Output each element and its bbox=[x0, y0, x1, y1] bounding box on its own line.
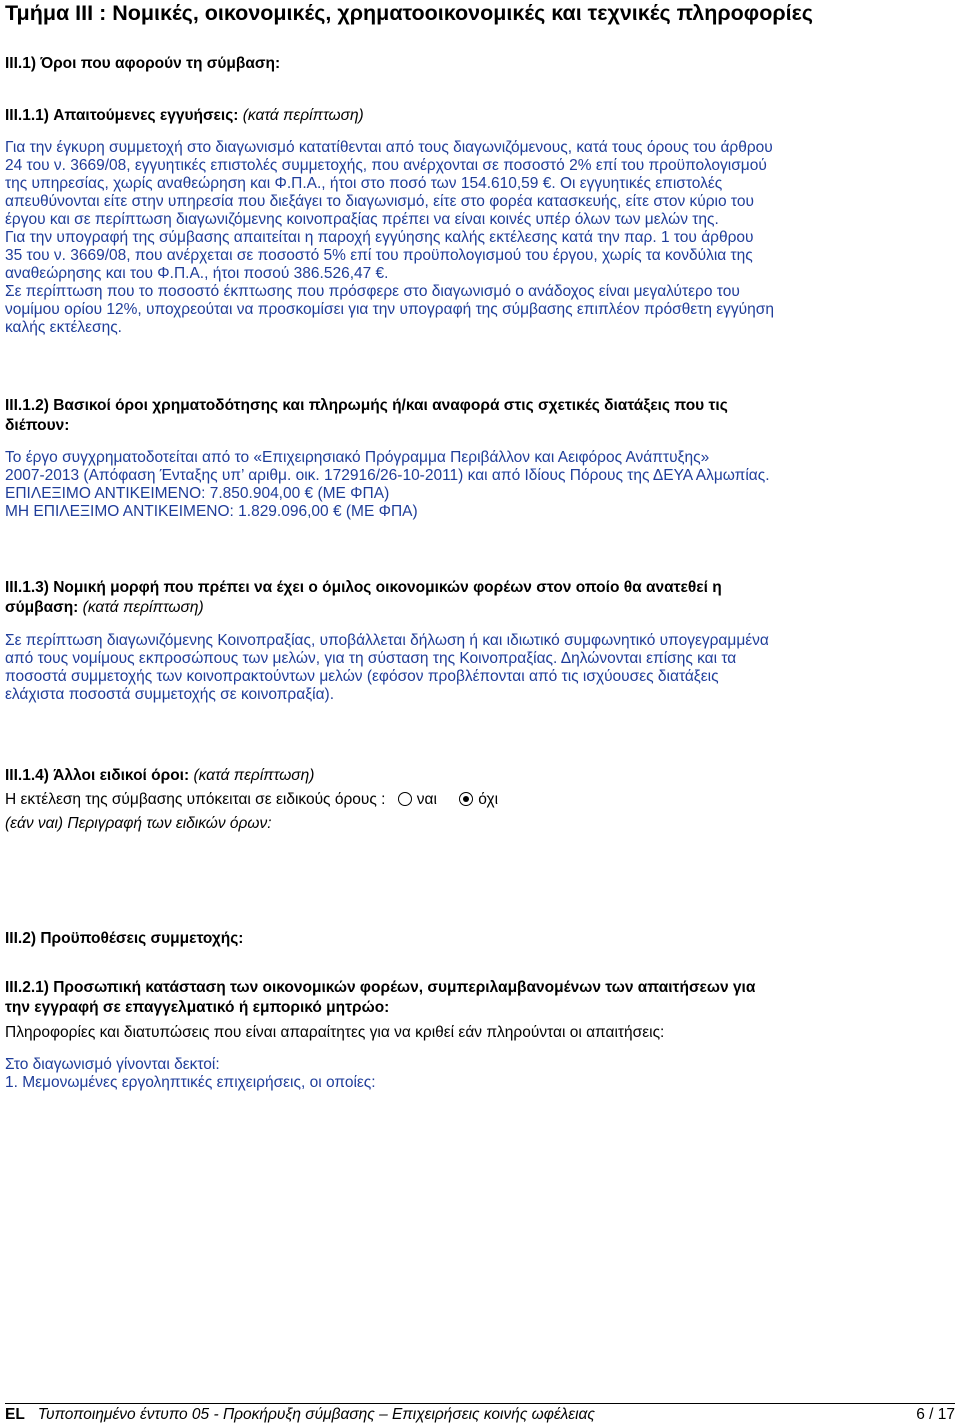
radio-no[interactable] bbox=[459, 792, 473, 806]
radio-no-label: όχι bbox=[478, 791, 499, 808]
financing-text bbox=[5, 449, 957, 521]
text-line: 24 του ν. 3669/08, εγγυητικές επιστολές συμμετοχής, που ανέρχονται σε ποσοστό 2% επί του προϋπολογισμού bbox=[5, 157, 767, 174]
heading-3-1-4 bbox=[5, 766, 953, 786]
text-line: Για την υπογραφή της σύμβασης απαιτείται η παροχή εγγύησης καλής εκτέλεσης κατά την παρ. 1 του άρθρου bbox=[5, 229, 754, 246]
section-title: Τμήμα ΙΙΙ : Νομικές, οικονομικές, χρηματοοικονομικές και τεχνικές πληροφορίες bbox=[5, 1, 813, 25]
heading-3-1-1-title: III.1.1) Απαιτούμενες εγγυήσεις: bbox=[5, 107, 239, 124]
heading-3-2: III.2) Προϋποθέσεις συμμετοχής: bbox=[5, 930, 244, 947]
heading-3-2-1 bbox=[5, 978, 953, 1018]
text-line: έργου και σε περίπτωση διαγωνιζόμενης κοινοπραξίας πρέπει να είναι κοινές υπέρ όλων των μελών της. bbox=[5, 211, 719, 228]
text-line: 35 του ν. 3669/08, που ανέρχεται σε ποσοστό 5% επί του προϋπολογισμού του έργου, χωρίς τα κονδύλια της bbox=[5, 247, 753, 264]
text-line: ελάχιστα ποσοστά συμμετοχής σε κοινοπραξία). bbox=[5, 686, 335, 703]
heading-3-1: III.1) Όροι που αφορούν τη σύμβαση: bbox=[5, 55, 281, 72]
special-terms-question bbox=[5, 791, 957, 809]
special-terms-label: Η εκτέλεση της σύμβασης υπόκειται σε ειδικούς όρους : bbox=[5, 791, 386, 808]
heading-3-1-1 bbox=[5, 106, 953, 126]
heading-line: III.1.2) Βασικοί όροι χρηματοδότησης και πληρωμής ή/και αναφορά στις σχετικές διατάξεις που τις bbox=[5, 397, 728, 414]
radio-yes[interactable] bbox=[398, 792, 412, 806]
text-line: Για την έγκυρη συμμετοχή στο διαγωνισμό κατατίθενται από τους διαγωνιζόμενους, κατά τους όρους του άρθρου bbox=[5, 139, 773, 156]
special-terms-description-label: (εάν ναι) Περιγραφή των ειδικών όρων: bbox=[5, 815, 272, 832]
guarantees-text bbox=[5, 139, 957, 337]
text-line: νομίμου ορίου 12%, υποχρεούται να προσκομίσει για την υπογραφή της σύμβασης επιπλέον πρόσθετη εγγύηση bbox=[5, 301, 774, 318]
heading-line: III.1.3) Νομική μορφή που πρέπει να έχει ο όμιλος οικονομικών φορέων στον οποίο θα ανατεθεί η bbox=[5, 579, 722, 596]
heading-3-1-3 bbox=[5, 578, 953, 618]
text-line: Σε περίπτωση που το ποσοστό έκπτωσης που πρόσφερε στο διαγωνισμό ο ανάδοχος είναι μεγαλύτερο του bbox=[5, 283, 740, 300]
heading-3-1-2 bbox=[5, 396, 953, 436]
text-line: καλής εκτέλεσης. bbox=[5, 319, 122, 336]
heading-line: την εγγραφή σε επαγγελματικό ή εμπορικό μητρώο: bbox=[5, 999, 390, 1016]
heading-3-1-4-title: III.1.4) Άλλοι ειδικοί όροι: bbox=[5, 767, 190, 784]
heading-line: III.2.1) Προσωπική κατάσταση των οικονομικών φορέων, συμπεριλαμβανομένων των απαιτήσεων για bbox=[5, 979, 756, 996]
text-line: της υπηρεσίας, χωρίς αναθεώρηση και Φ.Π.Α., ήτοι στο ποσό των 154.610,59 €. Οι εγγυητικές επιστολές bbox=[5, 175, 723, 192]
heading-3-1-1-note: (κατά περίπτωση) bbox=[242, 107, 364, 124]
text-line: Το έργο συγχρηματοδοτείται από το «Επιχειρησιακό Πρόγραμμα Περιβάλλον και Αειφόρος Ανάπτυξης» bbox=[5, 449, 710, 466]
text-line: ΕΠΙΛΕΞΙΜΟ ΑΝΤΙΚΕΙΜΕΝΟ: 7.850.904,00 € (ΜΕ ΦΠΑ) bbox=[5, 485, 390, 502]
page-footer bbox=[5, 1406, 955, 1428]
footer-form-title: Τυποποιημένο έντυπο 05 - Προκήρυξη σύμβασης – Επιχειρήσεις κοινής ωφέλειας bbox=[37, 1406, 595, 1423]
text-line: 2007-2013 (Απόφαση Ένταξης υπ’ αριθμ. οικ. 172916/26-10-2011) και από Ιδίους Πόρους της ΔΕΥΑ Αλμωπίας. bbox=[5, 467, 770, 484]
text-line: απευθύνονται είτε στην υπηρεσία που διεξάγει το διαγωνισμό, είτε στο φορέα κατασκευής, είτε στον κύριο του bbox=[5, 193, 754, 210]
footer-divider bbox=[5, 1403, 955, 1404]
heading-line: σύμβαση: bbox=[5, 599, 79, 616]
requirements-intro: Πληροφορίες και διατυπώσεις που είναι απαραίτητες για να κριθεί εάν πληρούνται οι απαιτήσεις: bbox=[5, 1024, 665, 1041]
text-line: Σε περίπτωση διαγωνιζόμενης Κοινοπραξίας, υποβάλλεται δήλωση ή και ιδιωτικό συμφωνητικό υπογεγραμμένα bbox=[5, 632, 769, 649]
text-line: από τους νομίμους εκπροσώπους των μελών, για τη σύσταση της Κοινοπραξίας. Δηλώνονται επίσης και τα bbox=[5, 650, 737, 667]
heading-3-1-4-note: (κατά περίπτωση) bbox=[193, 767, 315, 784]
heading-line: διέπουν: bbox=[5, 417, 70, 434]
heading-line-2 bbox=[5, 598, 953, 618]
text-line: ΜΗ ΕΠΙΛΕΞΙΜΟ ΑΝΤΙΚΕΙΜΕΝΟ: 1.829.096,00 € (ΜΕ ΦΠΑ) bbox=[5, 503, 418, 520]
footer-page-number: 6 / 17 bbox=[916, 1406, 955, 1423]
text-line: Στο διαγωνισμό γίνονται δεκτοί: bbox=[5, 1056, 220, 1073]
personal-situation-text bbox=[5, 1056, 957, 1092]
footer-language: EL bbox=[5, 1406, 25, 1423]
text-line: αναθεώρησης και του Φ.Π.Α., ήτοι ποσού 386.526,47 €. bbox=[5, 265, 389, 282]
heading-3-1-3-note: (κατά περίπτωση) bbox=[82, 599, 204, 616]
text-line: 1. Μεμονωμένες εργοληπτικές επιχειρήσεις, οι οποίες: bbox=[5, 1074, 376, 1091]
text-line: ποσοστά συμμετοχής των κοινοπρακτούντων μελών (εφόσον προβλέπονται από τις ισχύουσες διατάξεις bbox=[5, 668, 719, 685]
radio-yes-label: ναι bbox=[416, 791, 437, 808]
legal-form-text bbox=[5, 632, 957, 704]
